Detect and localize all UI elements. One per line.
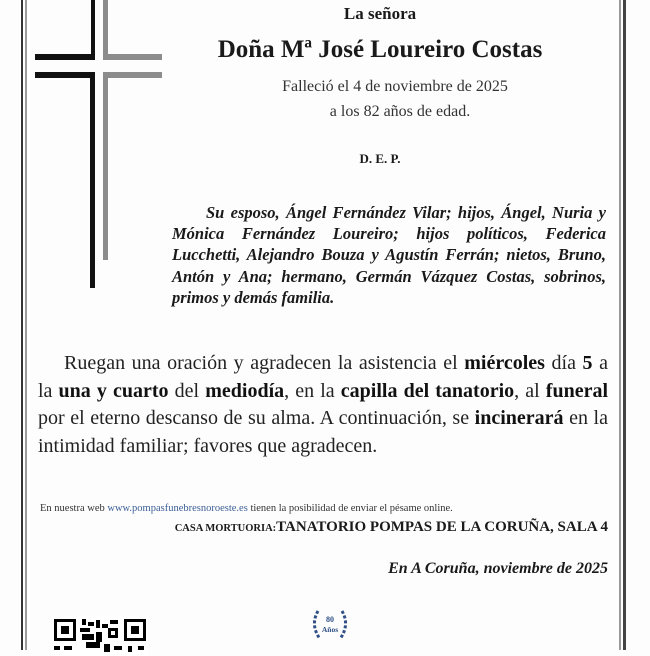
website-link[interactable]: www.pompasfunebresnoroeste.es — [107, 503, 248, 514]
age-text: a los 82 años de edad. — [329, 103, 471, 120]
mortuary-label: CASA MORTUORIA: — [174, 523, 277, 534]
prayer-paragraph: Ruegan una oración y agradecen la asistencia el miércoles día 5 a la una y cuarto del mediodía, en la capilla del tanatorio, al funeral por el eterno descanso de su alma. A continuación, se incinerará en la intimidad familiar; favores que agradecen. — [38, 352, 609, 457]
qr-code-icon[interactable] — [52, 616, 148, 656]
mortuary-line — [80, 519, 608, 536]
deceased-name: Doña Mª José Loureiro Costas — [217, 36, 543, 63]
city-date: En A Coruña, noviembre de 2025 — [388, 560, 608, 577]
left-border-dark — [21, 0, 23, 650]
laurel-wreath-icon — [308, 605, 352, 645]
svg-text:80: 80 — [326, 615, 334, 624]
right-border-gray — [619, 0, 621, 650]
dep-text: D. E. P. — [359, 151, 401, 166]
right-border-dark — [623, 0, 626, 650]
mortuary-value: TANATORIO POMPAS DE LA CORUÑA, SALA 4 — [276, 519, 608, 535]
svg-text:Años: Años — [321, 625, 339, 634]
left-border-gray — [25, 0, 27, 650]
family-list: Su esposo, Ángel Fernández Vilar; hijos, Ángel, Nuria y Mónica Fernández Loureiro; hijos políticos, Federica Lucchetti, Alejandro Bouza y Agustín Ferrán; nietos, Bruno, Antón y Ana; hermano, Germán Vázquez Costas, sobrinos, primos y demás familia. — [172, 203, 606, 307]
web-note: En nuestra web www.pompasfunebresnoroeste.es tienen la posibilidad de enviar el pésame online. — [40, 503, 453, 514]
anniversary-logo — [308, 605, 352, 645]
notice-heading: La señora — [343, 4, 417, 23]
death-date: Falleció el 4 de noviembre de 2025 — [282, 78, 508, 95]
